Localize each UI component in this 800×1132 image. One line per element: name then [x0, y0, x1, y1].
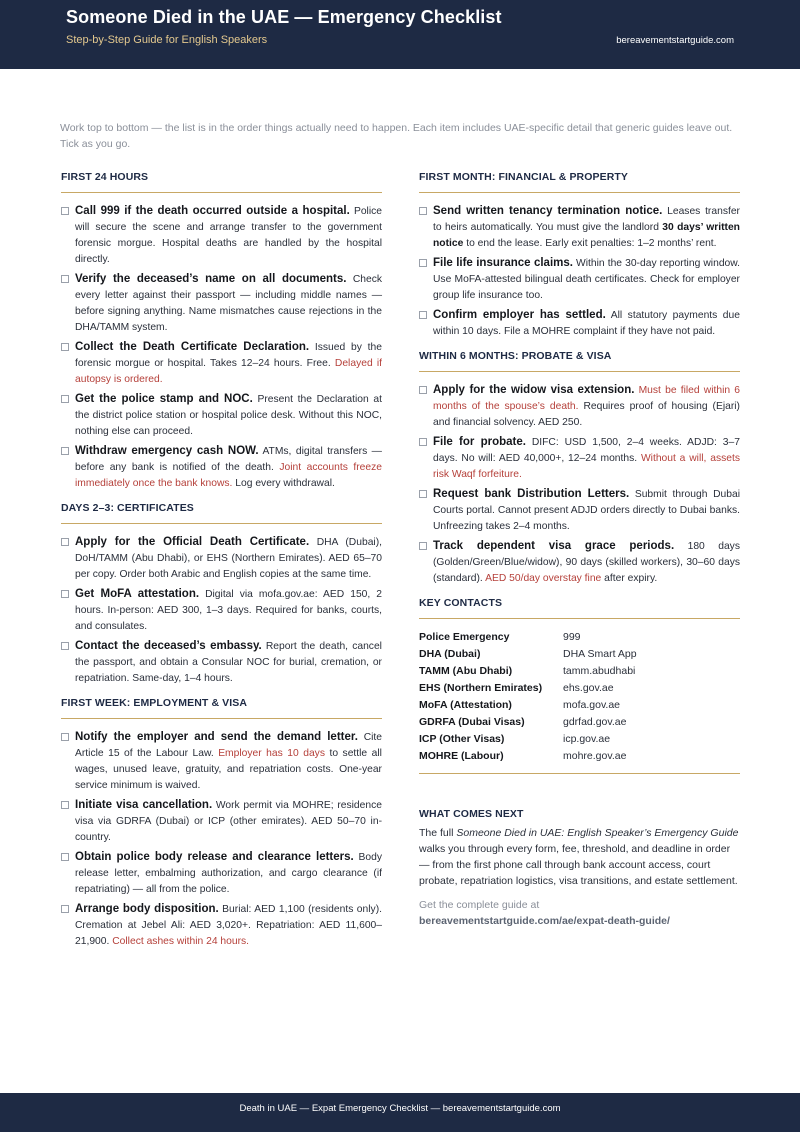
guide-link[interactable]: bereavementstartguide.com/ae/expat-death-guide/: [419, 915, 670, 927]
section-first-month: [419, 171, 740, 340]
item-body: Issued by the forensic morgue or hospital. Takes 12–24 hours. Free.: [75, 342, 382, 369]
section-title: FIRST WEEK: EMPLOYMENT & VISA: [61, 697, 382, 719]
checkbox[interactable]: [419, 259, 427, 267]
item-body: Within the 30-day reporting window. Use MoFA-attested bilingual death certificates. Check for employer group life insurance too.: [433, 258, 740, 301]
item-body: Submit through Dubai Courts portal. Cannot present ADJD orders directly to Dubai banks. Unfreezing takes 2–4 months.: [433, 489, 740, 532]
checklist-item: [61, 729, 382, 794]
checkbox[interactable]: [61, 275, 69, 283]
item-warning: Without a will, assets risk Waqf forfeiture.: [433, 453, 740, 480]
contacts-table: [419, 629, 740, 774]
contact-name: GDRFA (Dubai Visas): [419, 716, 525, 728]
page-footer: [0, 1093, 800, 1132]
item-heading: Send written tenancy termination notice.: [433, 205, 663, 217]
item-body: 180 days (Golden/Green/Blue/widow), 90 days (skilled workers), 30–60 days (standard).: [433, 541, 740, 584]
item-warning: Collect ashes within 24 hours.: [112, 936, 250, 947]
checklist-item: [61, 391, 382, 440]
item-heading: Apply for the Official Death Certificate.: [75, 536, 310, 548]
item-heading: Initiate visa cancellation.: [75, 799, 213, 811]
item-body: Police will secure the scene and arrange transfer to the government forensic morgue. Hospital deaths are handled by the hospital directly.: [75, 206, 382, 265]
item-body: Requires proof of housing (Ejari) and financial solvency. AED 250.: [433, 401, 740, 428]
item-body: Report the death, cancel the passport, and obtain a Consular NOC for burial, cremation, or repatriation. Same-day, 1–4 hours.: [75, 641, 382, 684]
item-tail: after expiry.: [604, 573, 658, 584]
item-warning: Must be filed within 6 months of the spouse’s death.: [433, 385, 740, 412]
checklist-item: [419, 538, 740, 587]
checkbox[interactable]: [419, 386, 427, 394]
item-heading: File for probate.: [433, 436, 526, 448]
checklist-item: [419, 434, 740, 483]
contact-row: [419, 731, 740, 748]
checkbox[interactable]: [61, 905, 69, 913]
page-header: [0, 0, 800, 69]
next-text: walks you through every form, fee, threshold, and deadline in order — from the first phone call through bank account access, court probate, repatriation logistics, visa transitions, and estate settlement.: [419, 843, 738, 887]
checklist-item: [61, 534, 382, 583]
checklist-item: [419, 255, 740, 304]
contact-row: [419, 748, 740, 765]
checklist: [419, 203, 740, 340]
item-heading: Track dependent visa grace periods.: [433, 540, 675, 552]
item-heading: File life insurance claims.: [433, 257, 573, 269]
section-title: FIRST MONTH: FINANCIAL & PROPERTY: [419, 171, 740, 193]
contact-name: ICP (Other Visas): [419, 733, 505, 745]
checkbox[interactable]: [61, 733, 69, 741]
footer-text: Death in UAE — Expat Emergency Checklist — bereavementstartguide.com: [239, 1103, 561, 1114]
item-warning: Employer has 10 days: [218, 748, 325, 759]
item-body: ATMs, digital transfers — before any bank is notified of the death.: [75, 446, 382, 473]
section-what-comes-next: [419, 808, 740, 929]
contact-row: [419, 629, 740, 646]
checkbox[interactable]: [419, 490, 427, 498]
item-tail: to settle all wages, unused leave, gratuity, and repatriation costs. One-year service minimum is waived.: [75, 748, 382, 791]
item-heading: Confirm employer has settled.: [433, 309, 606, 321]
item-heading: Contact the deceased’s embassy.: [75, 640, 262, 652]
checklist-item: [61, 638, 382, 687]
next-paragraph: [419, 825, 740, 889]
contact-value: mofa.gov.ae: [563, 699, 621, 711]
section-days-2-3: [61, 502, 382, 687]
checklist-item: [419, 307, 740, 340]
checklist-item: [61, 271, 382, 336]
checklist-item: [61, 797, 382, 846]
item-heading: Request bank Distribution Letters.: [433, 488, 630, 500]
checklist: [419, 382, 740, 587]
item-emphasis: 30 days’ written notice: [433, 222, 740, 249]
item-heading: Notify the employer and send the demand letter.: [75, 731, 358, 743]
contact-row: [419, 663, 740, 680]
checkbox[interactable]: [61, 590, 69, 598]
section-key-contacts: [419, 597, 740, 774]
item-heading: Collect the Death Certificate Declaration.: [75, 341, 310, 353]
checklist-item: [419, 382, 740, 431]
contact-name: MOHRE (Labour): [419, 750, 504, 762]
checkbox[interactable]: [61, 642, 69, 650]
next-lead: The full: [419, 827, 454, 839]
section-title: DAYS 2–3: CERTIFICATES: [61, 502, 382, 524]
contact-name: EHS (Northern Emirates): [419, 682, 543, 694]
contact-value: tamm.abudhabi: [563, 665, 636, 677]
item-tail: to end the lease. Early exit penalties: 1–2 months’ rent.: [466, 238, 717, 249]
checkbox[interactable]: [419, 542, 427, 550]
checkbox[interactable]: [419, 207, 427, 215]
contact-row: [419, 697, 740, 714]
section-title: FIRST 24 HOURS: [61, 171, 382, 193]
checklist-item: [61, 443, 382, 492]
checkbox[interactable]: [61, 207, 69, 215]
section-first-week: [61, 697, 382, 950]
item-body: Cite Article 15 of the Labour Law.: [75, 732, 382, 759]
checklist-item: [61, 203, 382, 268]
intro-text: Work top to bottom — the list is in the order things actually need to happen. Each item includes UAE-specific detail that generic guides leave out. Tick as you go.: [60, 122, 733, 150]
page-title: Someone Died in the UAE — Emergency Checklist: [66, 7, 502, 27]
item-heading: Get the police stamp and NOC.: [75, 393, 253, 405]
contact-value: 999: [563, 631, 581, 643]
checklist-item: [419, 486, 740, 535]
item-heading: Withdraw emergency cash NOW.: [75, 445, 259, 457]
checklist: [61, 203, 382, 492]
item-heading: Verify the deceased’s name on all documents.: [75, 273, 347, 285]
checklist: [61, 729, 382, 950]
contact-name: TAMM (Abu Dhabi): [419, 665, 513, 677]
item-body: DIFC: USD 1,500, 2–4 weeks. ADJD: 3–7 days. No will: AED 40,000+, 12–24 months.: [433, 437, 740, 464]
get-guide-text: Get the complete guide at: [419, 899, 540, 911]
checklist: [61, 534, 382, 687]
checkbox[interactable]: [61, 447, 69, 455]
checkbox[interactable]: [419, 311, 427, 319]
section-title: WITHIN 6 MONTHS: PROBATE & VISA: [419, 350, 740, 372]
checklist-item: [61, 339, 382, 388]
header-site: bereavementstartguide.com: [616, 35, 734, 46]
left-column: [61, 171, 382, 960]
contact-name: DHA (Dubai): [419, 648, 481, 660]
right-column: [419, 171, 740, 929]
checkbox[interactable]: [61, 538, 69, 546]
checkbox[interactable]: [61, 801, 69, 809]
checklist-item: [61, 901, 382, 950]
section-title: KEY CONTACTS: [419, 597, 740, 619]
checkbox[interactable]: [419, 438, 427, 446]
item-body: Burial: AED 1,100 (residents only). Cremation at Jebel Ali: AED 3,020+. Repatriation: AED 11,600–21,900.: [75, 904, 382, 947]
item-warning: Delayed if autopsy is ordered.: [75, 358, 382, 385]
contact-value: DHA Smart App: [563, 648, 637, 660]
contact-value: icp.gov.ae: [563, 733, 611, 745]
item-heading: Get MoFA attestation.: [75, 588, 200, 600]
item-body: All statutory payments due within 10 days. File a MOHRE complaint if they have not paid.: [433, 310, 740, 337]
item-heading: Call 999 if the death occurred outside a hospital.: [75, 205, 350, 217]
section-first-24-hours: [61, 171, 382, 492]
item-heading: Apply for the widow visa extension.: [433, 384, 635, 396]
page-subtitle: Step-by-Step Guide for English Speakers: [66, 34, 268, 46]
contact-name: MoFA (Attestation): [419, 699, 512, 711]
checkbox[interactable]: [61, 395, 69, 403]
contact-value: mohre.gov.ae: [563, 750, 627, 762]
item-body: Present the Declaration at the district police station or hospital police desk. Without this NOC, nothing else can proceed.: [75, 394, 382, 437]
item-warning: Joint accounts freeze immediately once the bank knows.: [75, 462, 382, 489]
section-title: WHAT COMES NEXT: [419, 808, 524, 820]
item-body: Work permit via MOHRE; residence visa via GDRFA (Dubai) or ICP (other emirates). AED 50–70 in-country.: [75, 800, 382, 843]
contact-row: [419, 680, 740, 697]
item-heading: Arrange body disposition.: [75, 903, 219, 915]
item-warning: AED 50/day overstay fine: [485, 573, 602, 584]
book-title: Someone Died in UAE: English Speaker’s Emergency Guide: [456, 827, 739, 839]
contact-row: [419, 714, 740, 731]
contact-value: ehs.gov.ae: [563, 682, 614, 694]
checkbox[interactable]: [61, 343, 69, 351]
item-tail: Log every withdrawal.: [235, 478, 335, 489]
checklist-item: [419, 203, 740, 252]
item-body: Body release letter, embalming authorization, and cargo clearance (if repatriating) — all from the police.: [75, 852, 382, 895]
checklist-item: [61, 586, 382, 635]
item-body: DHA (Dubai), DoH/TAMM (Abu Dhabi), or EHS (Northern Emirates). AED 65–70 per copy. Order both Arabic and English copies at the same time.: [75, 537, 382, 580]
contact-row: [419, 646, 740, 663]
section-within-6-months: [419, 350, 740, 587]
item-body: Check every letter against their passport — including middle names — before signing anything. Name mismatches cause rejections in the DHA/TAMM system.: [75, 274, 382, 333]
item-heading: Obtain police body release and clearance letters.: [75, 851, 354, 863]
contact-name: Police Emergency: [419, 631, 510, 643]
item-body: Leases transfer to heirs automatically. You must give the landlord: [433, 206, 740, 233]
checkbox[interactable]: [61, 853, 69, 861]
item-body: Digital via mofa.gov.ae: AED 150, 2 hours. In-person: AED 300, 1–3 days. Required for banks, courts, and consulates.: [75, 589, 382, 632]
checklist-item: [61, 849, 382, 898]
contact-value: gdrfad.gov.ae: [563, 716, 627, 728]
